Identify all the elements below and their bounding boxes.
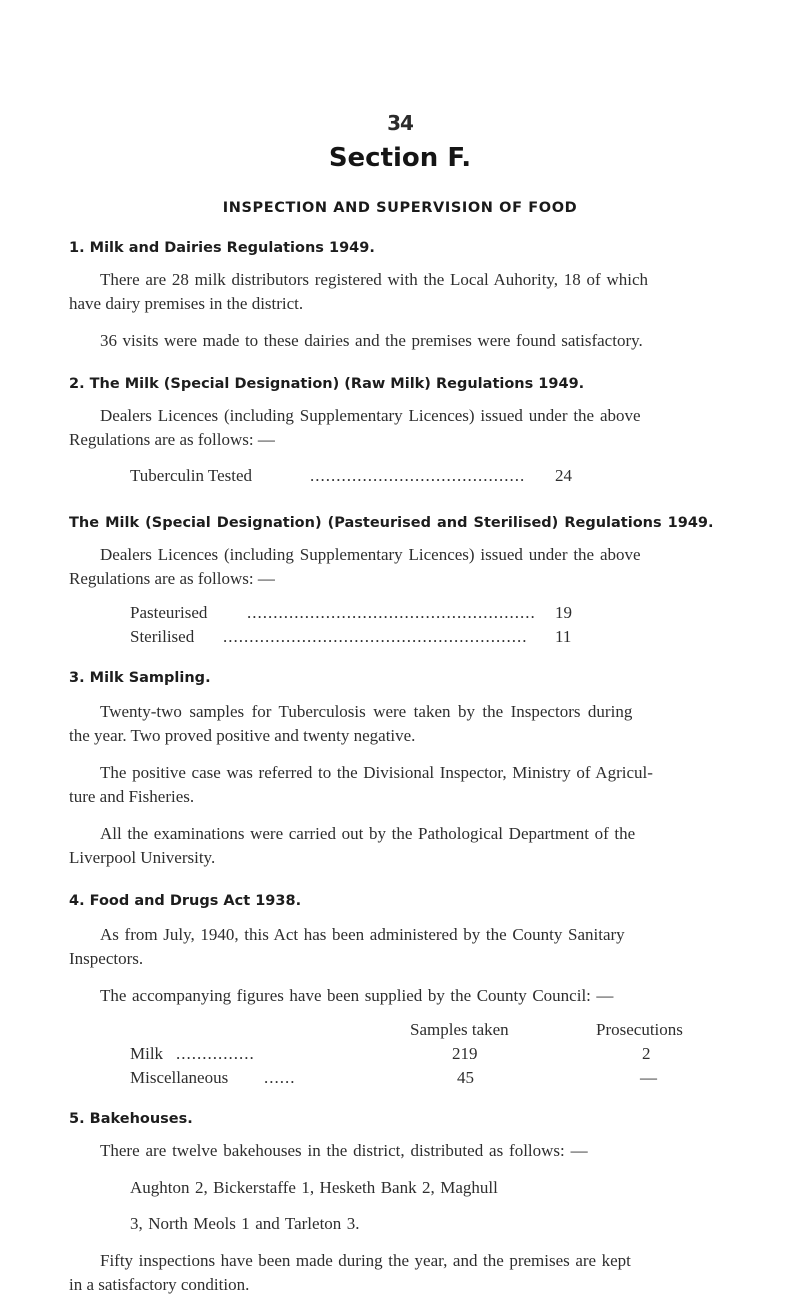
tuberculin-label: Tuberculin Tested <box>130 466 253 485</box>
s2-p2-line2: Regulations are as follows: — <box>69 569 275 588</box>
pasteurised-label: Pasteurised <box>130 603 208 622</box>
s4-p1-line2: Inspectors. <box>69 949 144 968</box>
row-milk-dots: ............... <box>176 1044 255 1063</box>
section-title: Section F. <box>328 143 472 173</box>
sterilised-label: Sterilised <box>130 627 195 646</box>
s3-p3-line2: Liverpool University. <box>69 848 216 867</box>
s4-p1-line1: As from July, 1940, this Act has been administered by the County Sanitary <box>100 925 625 944</box>
s4-heading: 4. Food and Drugs Act 1938. <box>69 893 302 909</box>
s3-p2-line2: ture and Fisheries. <box>69 787 195 806</box>
s5-list-line2: 3, North Meols 1 and Tarleton 3. <box>130 1214 360 1233</box>
sterilised-dots: .......................................................... <box>223 627 528 646</box>
row-milk-prosecutions: 2 <box>642 1044 651 1063</box>
col-header-samples: Samples taken <box>410 1020 509 1039</box>
s4-p2: The accompanying figures have been supplied by the County Council: — <box>100 986 614 1005</box>
row-misc-samples: 45 <box>457 1068 474 1087</box>
col-header-prosecutions: Prosecutions <box>596 1020 683 1039</box>
s2-heading2: The Milk (Special Designation) (Pasteurised and Sterilised) Regulations 1949. <box>69 515 714 531</box>
s5-heading: 5. Bakehouses. <box>69 1111 193 1127</box>
page-number: 34 <box>387 111 413 135</box>
s2-p2-line1: Dealers Licences (including Supplementary Licences) issued under the above <box>100 545 641 564</box>
row-milk-samples: 219 <box>452 1044 478 1063</box>
s3-p2-line1: The positive case was referred to the Divisional Inspector, Ministry of Agricul- <box>100 763 653 782</box>
s1-p2: 36 visits were made to these dairies and the premises were found satisfactory. <box>100 331 643 350</box>
s3-p1-line1: Twenty-two samples for Tuberculosis were taken by the Inspectors during <box>100 702 633 721</box>
s2-p1-line2: Regulations are as follows: — <box>69 430 275 449</box>
s2-p1-line1: Dealers Licences (including Supplementary Licences) issued under the above <box>100 406 641 425</box>
row-milk-label: Milk <box>130 1044 164 1063</box>
row-misc-prosecutions: — <box>640 1068 657 1087</box>
pasteurised-value: 19 <box>555 603 572 622</box>
s3-heading: 3. Milk Sampling. <box>69 670 211 686</box>
sterilised-value: 11 <box>555 627 572 646</box>
tuberculin-value: 24 <box>555 466 572 485</box>
s5-p1: There are twelve bakehouses in the district, distributed as follows: — <box>100 1141 588 1160</box>
s5-p2-line1: Fifty inspections have been made during the year, and the premises are kept <box>100 1251 631 1270</box>
s1-p1-line2: have dairy premises in the district. <box>69 294 304 313</box>
s1-heading: 1. Milk and Dairies Regulations 1949. <box>69 240 375 256</box>
s2-heading: 2. The Milk (Special Designation) (Raw Milk) Regulations 1949. <box>69 376 585 392</box>
s5-list-line1: Aughton 2, Bickerstaffe 1, Hesketh Bank 2, Maghull <box>130 1178 498 1197</box>
s1-p1-line1: There are 28 milk distributors registered with the Local Auhority, 18 of which <box>100 270 649 289</box>
row-misc-dots: ...... <box>264 1068 296 1087</box>
s3-p1-line2: the year. Two proved positive and twenty negative. <box>69 726 416 745</box>
s3-p3-line1: All the examinations were carried out by the Pathological Department of the <box>100 824 636 843</box>
tuberculin-dots: ......................................... <box>310 466 526 485</box>
row-misc-label: Miscellaneous <box>130 1068 229 1087</box>
main-heading: INSPECTION AND SUPERVISION OF FOOD <box>222 200 578 216</box>
s5-p2-line2: in a satisfactory condition. <box>69 1275 250 1294</box>
pasteurised-dots: ....................................................... <box>247 603 536 622</box>
